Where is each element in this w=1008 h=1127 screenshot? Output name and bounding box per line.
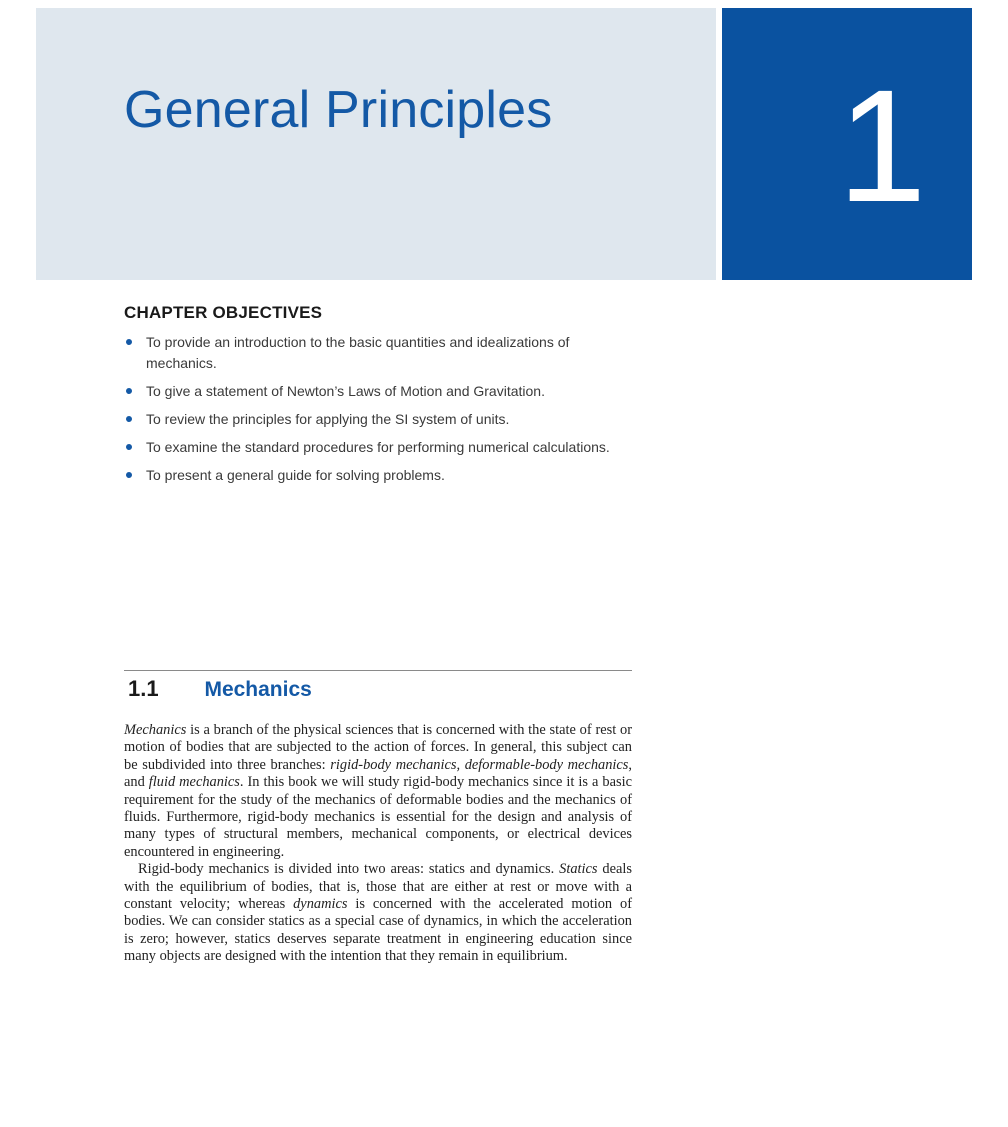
paragraph-text: deals with the equilibrium of bodies, that is, those that are either at rest or move with a constant velocity; whereas bbox=[124, 861, 632, 913]
body-paragraph bbox=[124, 722, 632, 861]
chapter-title: General Principles bbox=[124, 81, 553, 139]
section-divider bbox=[124, 670, 632, 671]
objective-item bbox=[124, 381, 632, 402]
chapter-number: 1 bbox=[837, 56, 927, 235]
chapter-objectives bbox=[124, 302, 632, 493]
paragraph-text: Rigid-body mechanics is divided into two areas: statics and dynamics. bbox=[138, 861, 560, 878]
objective-text: To present a general guide for solving problems. bbox=[146, 467, 445, 483]
bullet-icon bbox=[126, 444, 132, 450]
section-heading bbox=[128, 676, 312, 702]
objective-item bbox=[124, 332, 632, 374]
chapter-banner bbox=[36, 8, 716, 280]
term-dynamics: dynamics bbox=[293, 896, 348, 913]
objectives-list bbox=[124, 332, 632, 486]
section-body bbox=[124, 722, 632, 966]
bullet-icon bbox=[126, 339, 132, 345]
objective-text: To examine the standard procedures for performing numerical calculations. bbox=[146, 439, 610, 455]
bullet-icon bbox=[126, 472, 132, 478]
objective-item bbox=[124, 437, 632, 458]
objective-item bbox=[124, 465, 632, 486]
paragraph-text: . In this book we will study rigid-body mechanics since it is a basic requirement for the study of the mechanics of deformable bodies and the mechanics of fluids. Furthermore, rigid-body mechanics is essential for the design and analysis of many types of structural members, mechanical components, or electrical devices encountered in engineering. bbox=[124, 774, 632, 860]
body-paragraph bbox=[124, 861, 632, 965]
term-branches: rigid-body mechanics, deformable-body mechanics bbox=[330, 756, 629, 773]
section-number: 1.1 bbox=[128, 676, 159, 701]
objectives-heading: CHAPTER OBJECTIVES bbox=[124, 303, 323, 322]
term-statics: Statics bbox=[559, 861, 598, 878]
term-mechanics: Mechanics bbox=[124, 722, 187, 738]
section-title: Mechanics bbox=[204, 678, 312, 701]
paragraph-text: is a branch of the physical sciences that is concerned with the state of rest or motion of bodies that are subjected to the action of forces. In general, this subject can be subdivided into three branches: bbox=[124, 722, 632, 773]
bullet-icon bbox=[126, 416, 132, 422]
chapter-number-box bbox=[722, 8, 972, 280]
bullet-icon bbox=[126, 388, 132, 394]
term-fluid-mechanics: fluid mechanics bbox=[148, 774, 240, 791]
paragraph-text: is concerned with the accelerated motion of bodies. We can consider statics as a special case of dynamics, in which the acceleration is zero; however, statics deserves separate treatment in engineering education since many objects are designed with the intention that they remain in equilibrium. bbox=[124, 896, 632, 965]
objective-text: To review the principles for applying the SI system of units. bbox=[146, 411, 510, 427]
objective-text: To give a statement of Newton’s Laws of Motion and Gravitation. bbox=[146, 383, 545, 399]
objective-item bbox=[124, 409, 632, 430]
objective-text: To provide an introduction to the basic quantities and idealizations of mechanics. bbox=[146, 334, 570, 371]
paragraph-text: , and bbox=[124, 756, 633, 791]
